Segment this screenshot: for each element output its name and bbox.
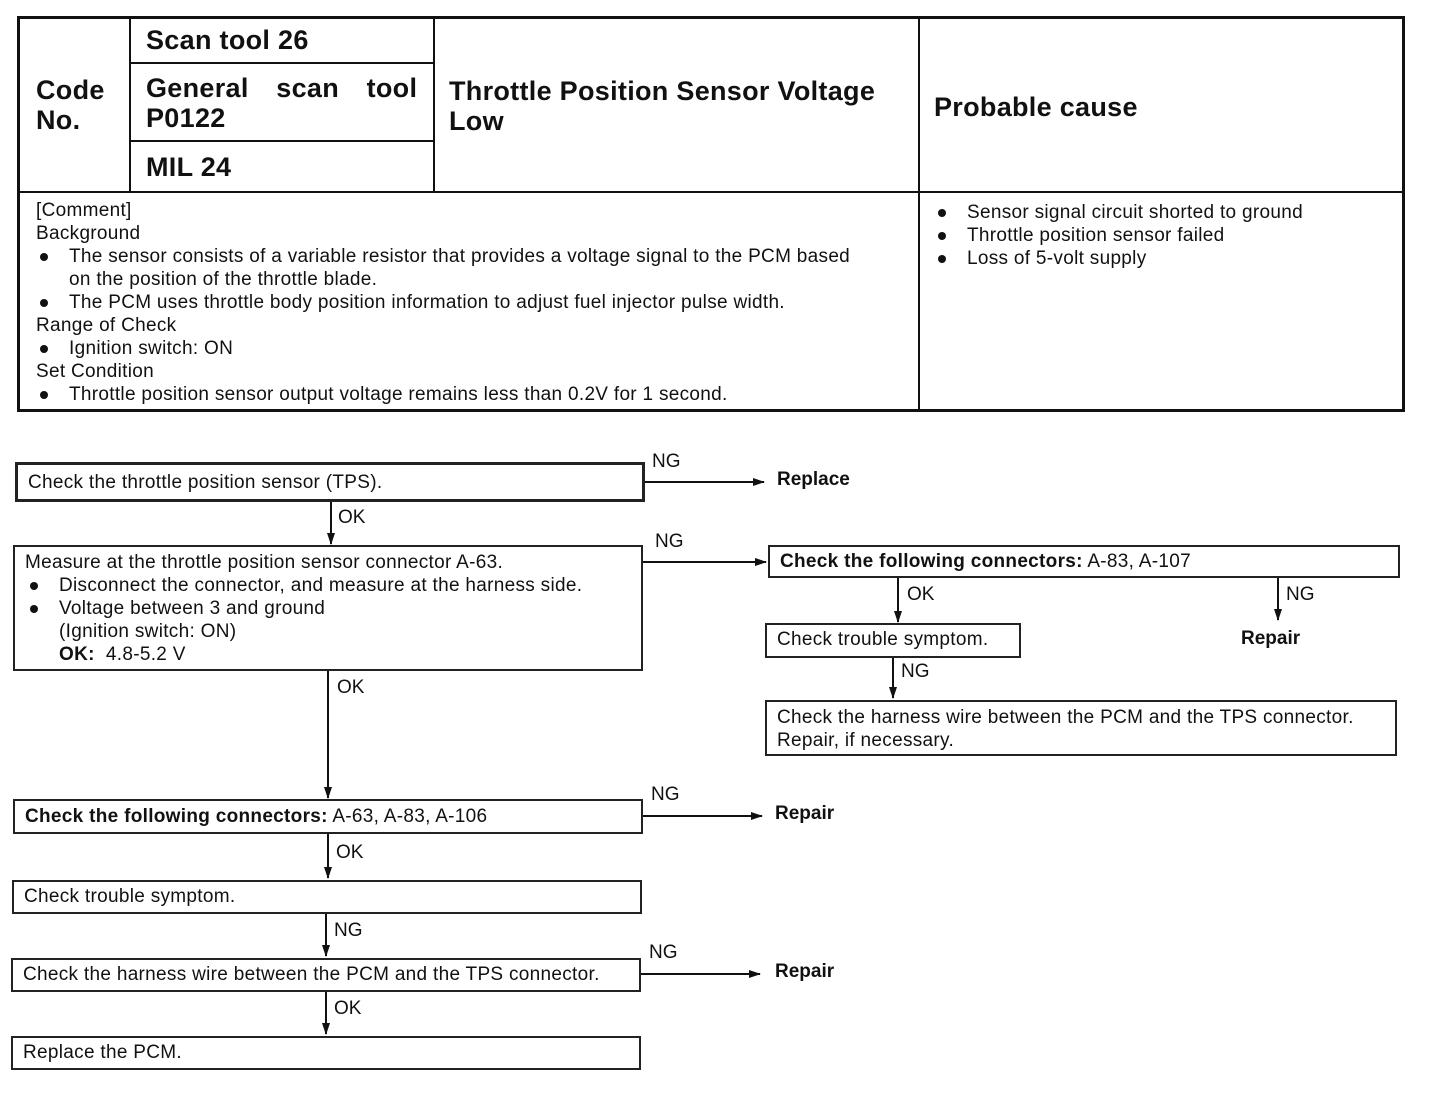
set-condition-label: Set Condition bbox=[36, 361, 154, 382]
step-check-trouble-symptom: Check trouble symptom. bbox=[12, 880, 642, 914]
step-check-harness-wire: Check the harness wire between the PCM and the TPS connector. bbox=[11, 958, 641, 992]
ng-label: NG bbox=[651, 784, 680, 805]
action-repair: Repair bbox=[1241, 628, 1301, 649]
cause-item: Throttle position sensor failed bbox=[934, 224, 1394, 247]
ok-label: OK bbox=[337, 677, 365, 698]
step-check-connectors-a63-a83-a106: Check the following connectors: A-63, A-83, A-106 bbox=[13, 799, 643, 834]
code-no-label: Code No. bbox=[36, 75, 105, 135]
ng-label: NG bbox=[334, 920, 363, 941]
range-label: Range of Check bbox=[36, 315, 177, 336]
general-scan-tool-code: General scan tool P0122 bbox=[146, 73, 418, 133]
step-right-check-trouble-symptom: Check trouble symptom. bbox=[765, 623, 1021, 658]
cause-item: Loss of 5-volt supply bbox=[934, 247, 1394, 270]
ng-label: NG bbox=[655, 531, 684, 552]
ok-label: OK bbox=[907, 584, 935, 605]
dtc-title: Throttle Position Sensor Voltage Low bbox=[449, 76, 876, 136]
step-right-check-harness: Check the harness wire between the PCM and the TPS connector. Repair, if necessary. bbox=[765, 700, 1397, 756]
ok-label: OK bbox=[336, 842, 364, 863]
ng-label: NG bbox=[1286, 584, 1315, 605]
bullet-icon bbox=[30, 605, 38, 613]
step-replace-pcm: Replace the PCM. bbox=[11, 1036, 641, 1070]
action-replace: Replace bbox=[777, 469, 850, 490]
ok-label: OK bbox=[338, 507, 366, 528]
ok-label: OK bbox=[334, 998, 362, 1019]
background-item: The sensor consists of a variable resistor that provides a voltage signal to the PCM based on the position of the throttle blade. bbox=[36, 245, 906, 291]
step-check-tps: Check the throttle position sensor (TPS). bbox=[15, 462, 645, 502]
action-repair: Repair bbox=[775, 803, 835, 824]
scan-tool-code: Scan tool 26 bbox=[146, 25, 309, 55]
cause-item: Sensor signal circuit shorted to ground bbox=[934, 201, 1394, 224]
step-measure-connector: Measure at the throttle position sensor connector A-63. Disconnect the connector, and measure at the harness side. Voltage between 3 and ground (Ignition switch: ON) OK: 4.8-5.2 V bbox=[13, 545, 643, 671]
comment-heading: [Comment] bbox=[36, 200, 132, 221]
bullet-icon bbox=[30, 582, 38, 590]
probable-cause-title: Probable cause bbox=[934, 92, 1138, 122]
ng-label: NG bbox=[901, 661, 930, 682]
ng-label: NG bbox=[652, 451, 681, 472]
ng-label: NG bbox=[649, 942, 678, 963]
set-condition-item: Throttle position sensor output voltage remains less than 0.2V for 1 second. bbox=[36, 383, 906, 406]
range-item: Ignition switch: ON bbox=[36, 337, 906, 360]
background-item: The PCM uses throttle body position information to adjust fuel injector pulse width. bbox=[36, 291, 906, 314]
background-label: Background bbox=[36, 223, 141, 244]
mil-code: MIL 24 bbox=[146, 152, 232, 182]
step-check-connectors-a83-a107: Check the following connectors: A-83, A-107 bbox=[768, 545, 1400, 578]
action-repair: Repair bbox=[775, 961, 835, 982]
